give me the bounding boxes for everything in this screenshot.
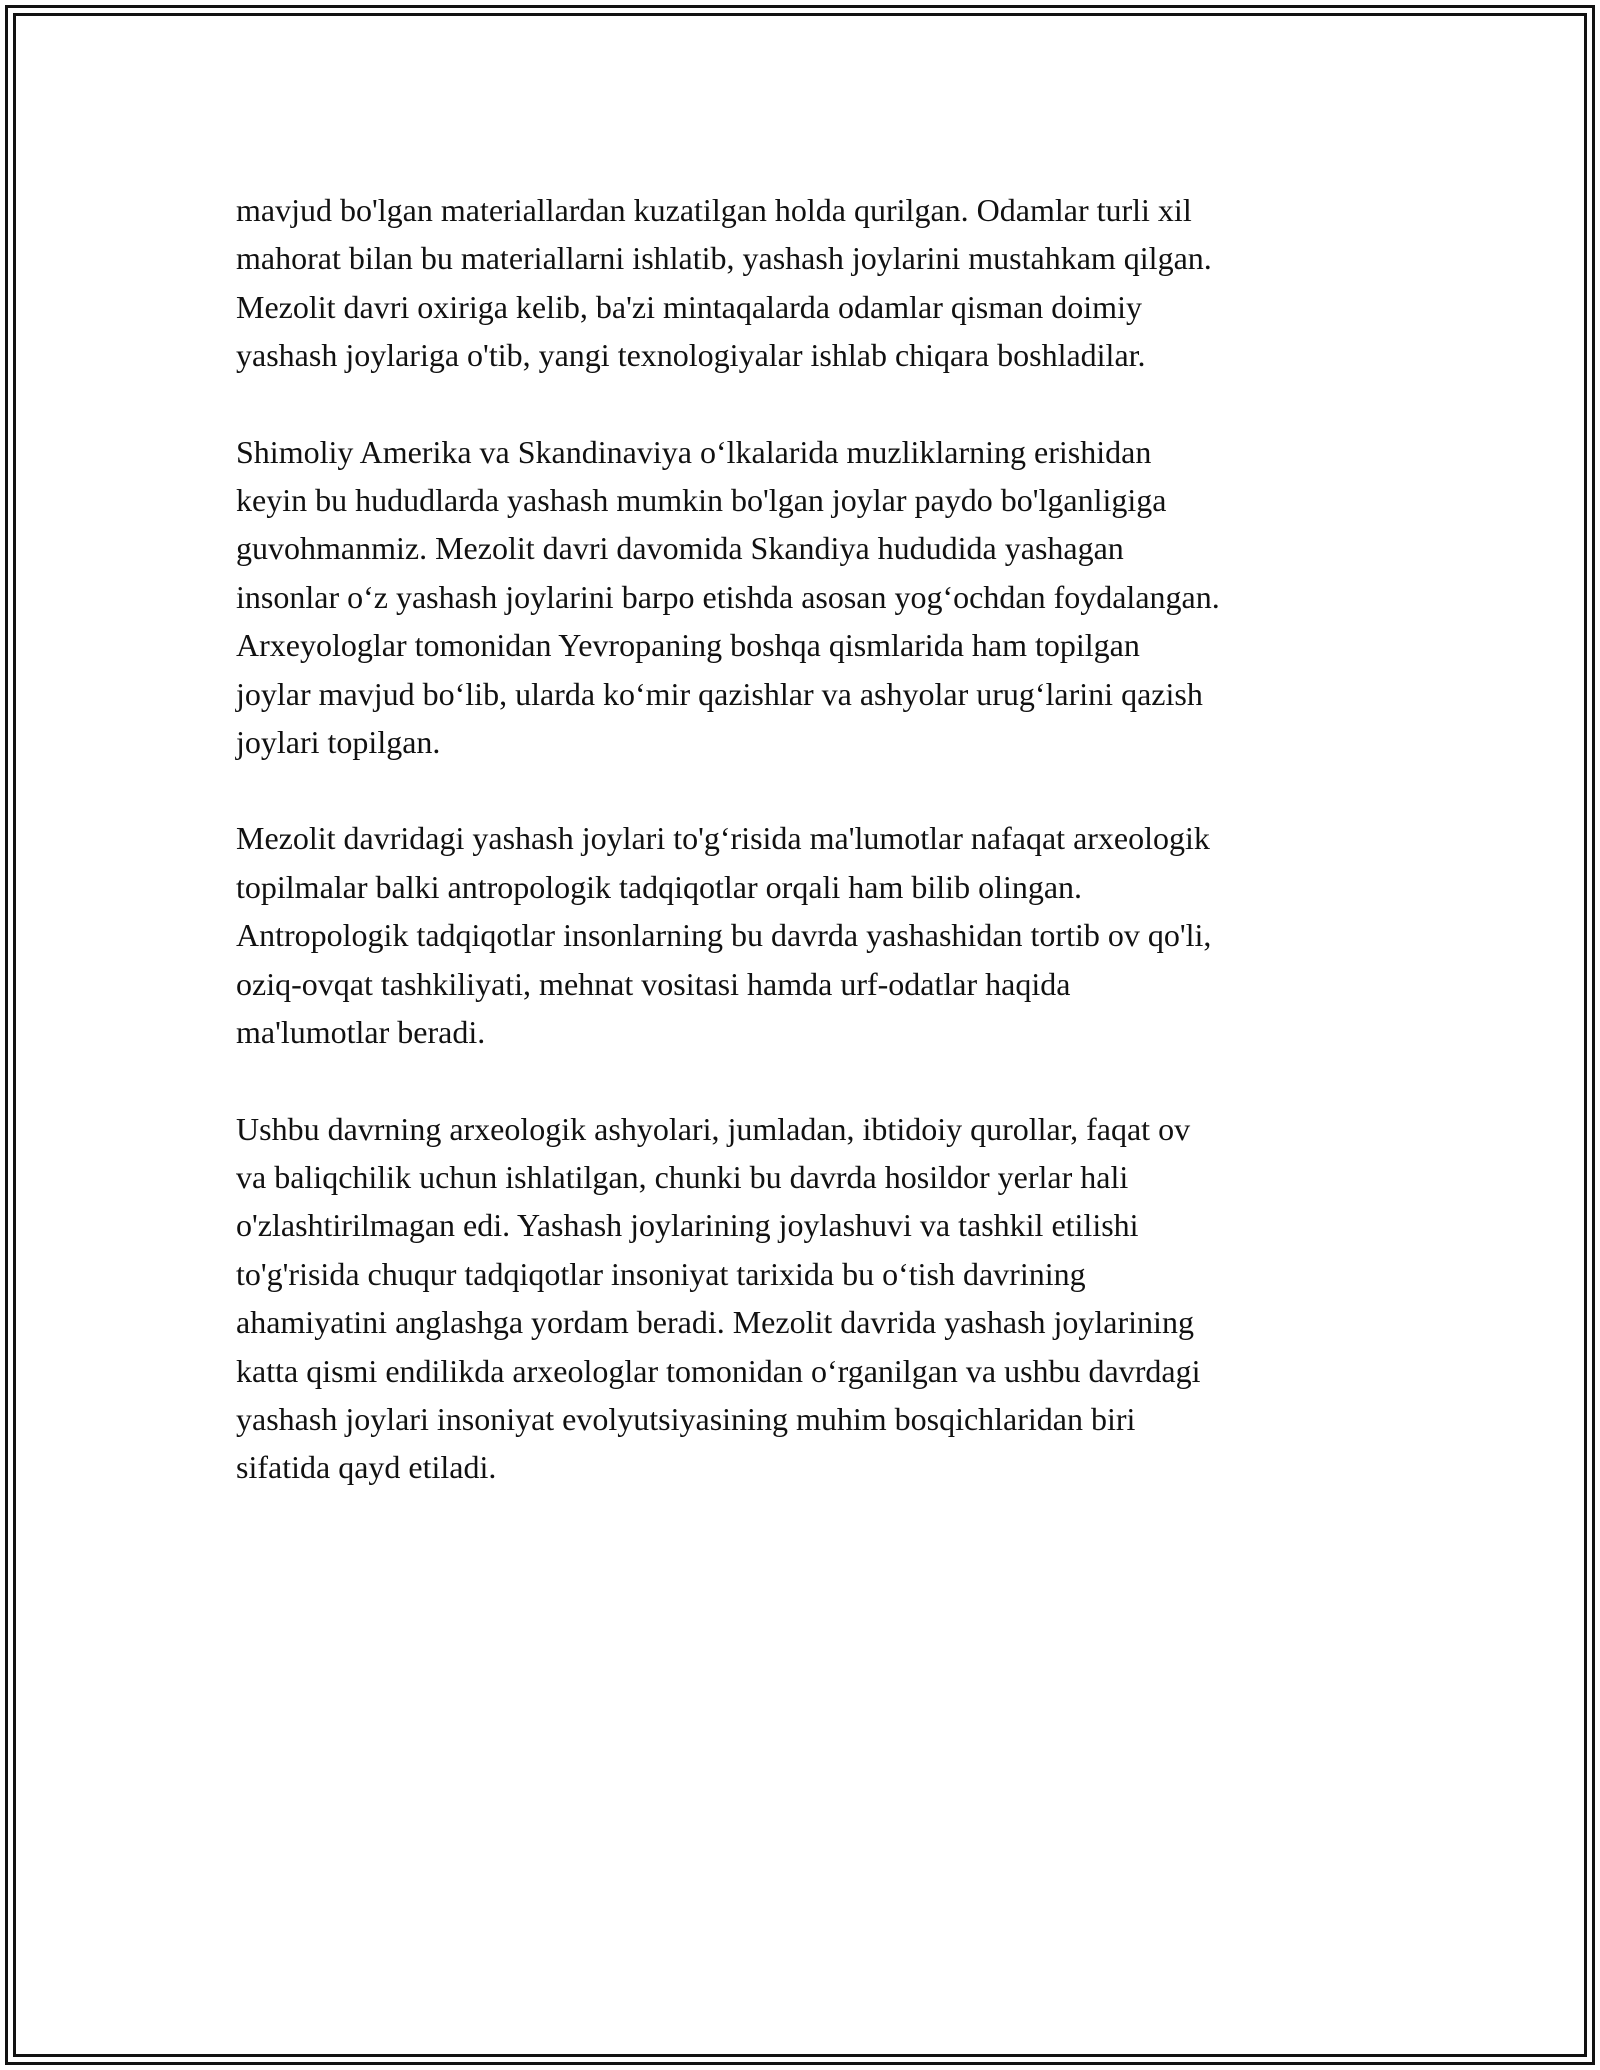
text-line: Arxeyologlar tomonidan Yevropaning boshqa qismlarida ham topilgan bbox=[236, 627, 1140, 664]
text-line: mahorat bilan bu materiallarni ishlatib, yashash joylarini mustahkam qilgan. bbox=[236, 240, 1212, 277]
text-line: insonlar o‘z yashash joylarini barpo etishda asosan yog‘ochdan foydalangan. bbox=[236, 578, 1220, 615]
text-line: Shimoliy Amerika va Skandinaviya o‘lkalarida muzliklarning erishidan bbox=[236, 433, 1152, 470]
document-body bbox=[236, 186, 1376, 1540]
text-line: joylari topilgan. bbox=[236, 724, 441, 761]
text-line: to'g'risida chuqur tadqiqotlar insoniyat tarixida bu o‘tish davrining bbox=[236, 1255, 1086, 1292]
text-line: Mezolit davri oxiriga kelib, ba'zi mintaqalarda odamlar qisman doimiy bbox=[236, 288, 1142, 325]
text-line: Antropologik tadqiqotlar insonlarning bu davrda yashashidan tortib ov qo'li, bbox=[236, 917, 1212, 954]
text-line: ma'lumotlar beradi. bbox=[236, 1014, 486, 1051]
text-line: katta qismi endilikda arxeologlar tomonidan o‘rganilgan va ushbu davrdagi bbox=[236, 1352, 1201, 1389]
text-line: ahamiyatini anglashga yordam beradi. Mezolit davrida yashash joylarining bbox=[236, 1304, 1194, 1341]
text-line: yashash joylari insoniyat evolyutsiyasining muhim bosqichlaridan biri bbox=[236, 1400, 1136, 1437]
text-line: keyin bu hududlarda yashash mumkin bo'lgan joylar paydo bo'lganligiga bbox=[236, 482, 1167, 519]
text-line: yashash joylariga o'tib, yangi texnologiyalar ishlab chiqara boshladilar. bbox=[236, 337, 1146, 374]
text-line: Ushbu davrning arxeologik ashyolari, jumladan, ibtidoiy qurollar, faqat ov bbox=[236, 1110, 1191, 1147]
paragraph-4 bbox=[236, 1105, 1376, 1492]
text-line: mavjud bo'lgan materiallardan kuzatilgan holda qurilgan. Odamlar turli xil bbox=[236, 192, 1192, 228]
text-line: guvohmanmiz. Mezolit davri davomida Skandiya hududida yashagan bbox=[236, 530, 1124, 567]
paragraph-2 bbox=[236, 428, 1376, 767]
paragraph-3 bbox=[236, 814, 1376, 1056]
text-line: o'zlashtirilmagan edi. Yashash joylarining joylashuvi va tashkil etilishi bbox=[236, 1207, 1139, 1244]
paragraph-1 bbox=[236, 186, 1376, 380]
text-line: oziq-ovqat tashkiliyati, mehnat vositasi hamda urf-odatlar haqida bbox=[236, 965, 1071, 1002]
text-line: topilmalar balki antropologik tadqiqotlar orqali ham bilib olingan. bbox=[236, 868, 1083, 905]
text-line: joylar mavjud bo‘lib, ularda ko‘mir qazishlar va ashyolar urug‘larini qazish bbox=[236, 675, 1203, 712]
text-line: sifatida qayd etiladi. bbox=[236, 1449, 497, 1486]
text-line: va baliqchilik uchun ishlatilgan, chunki bu davrda hosildor yerlar hali bbox=[236, 1158, 1129, 1195]
text-line: Mezolit davridagi yashash joylari to'g‘risida ma'lumotlar nafaqat arxeologik bbox=[236, 820, 1210, 857]
